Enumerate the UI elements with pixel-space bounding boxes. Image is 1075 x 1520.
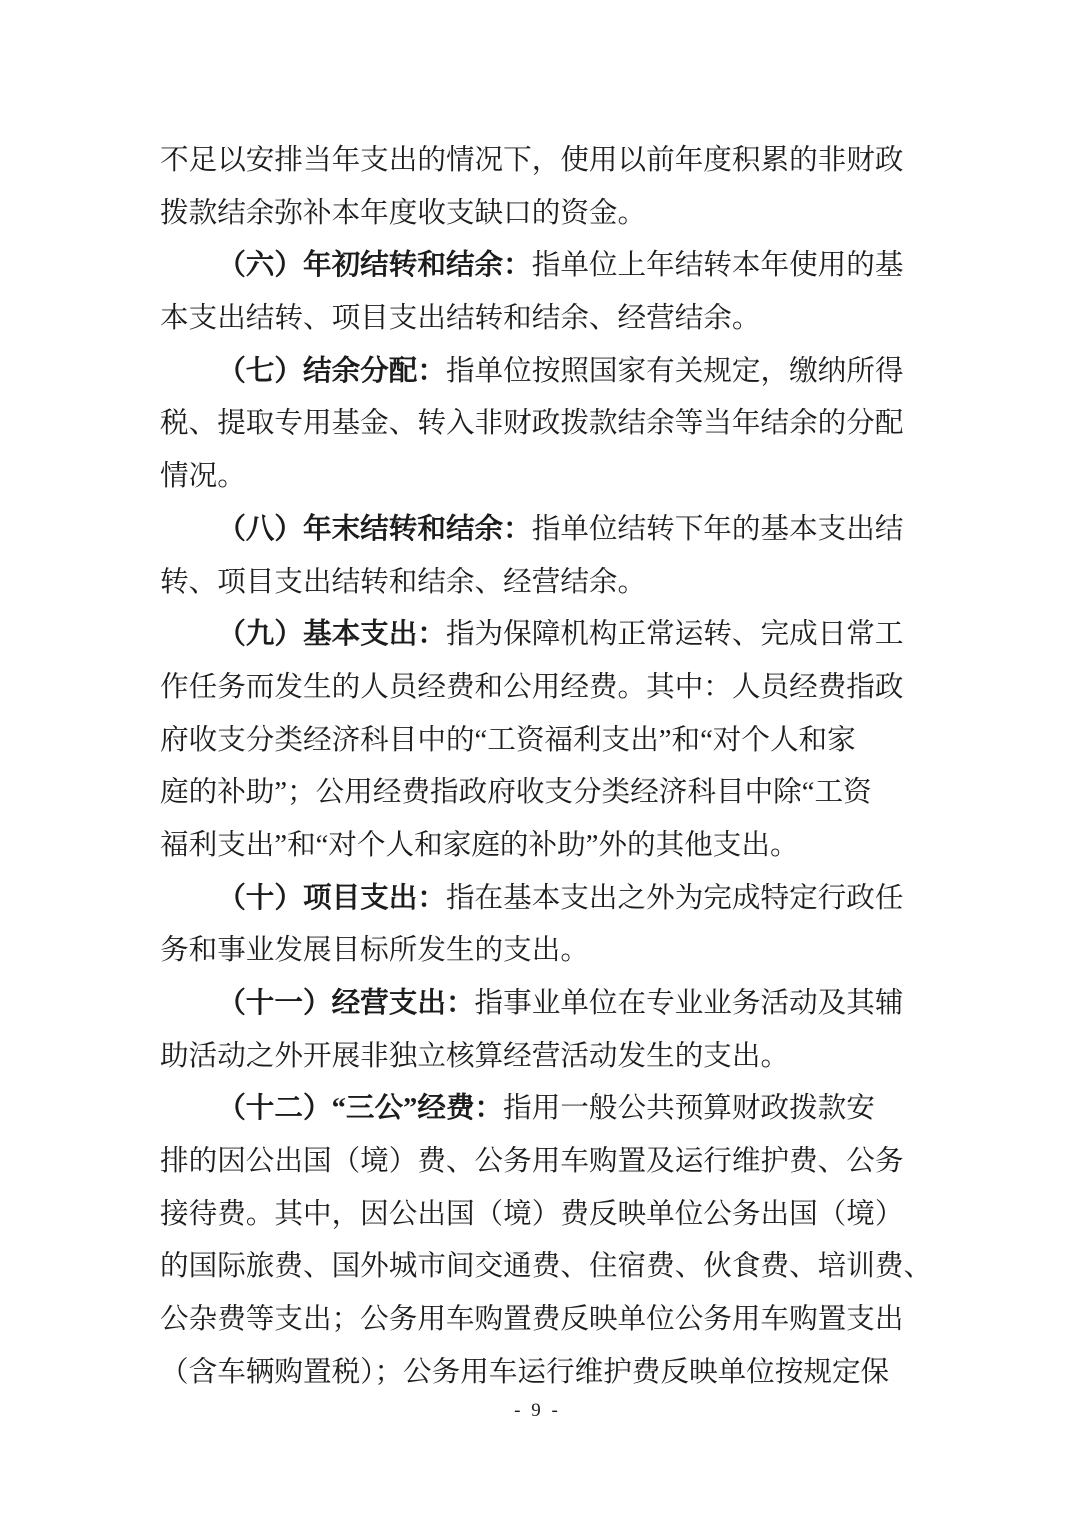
term-label: （八）年末结转和结余：: [217, 513, 532, 545]
text-line: [160, 1294, 910, 1347]
text-segment: （含车辆购置税）；公务用车运行维护费反映单位按规定保: [160, 1356, 890, 1388]
text-segment: 指在基本支出之外为完成特定行政任: [445, 882, 904, 914]
text-line: [160, 1189, 910, 1242]
text-line: [160, 293, 910, 346]
text-line: [160, 346, 910, 399]
text-line: [160, 820, 910, 873]
text-line: [160, 504, 910, 557]
text-segment: 指单位结转下年的基本支出结: [531, 513, 904, 545]
text-line: [160, 1136, 910, 1189]
text-segment: 福利支出”和“对个人和家庭的补助”外的其他支出。: [160, 829, 799, 861]
text-line: [160, 398, 910, 451]
text-line: [160, 715, 910, 768]
text-segment: 接待费。其中，因公出国（境）费反映单位公务出国（境）: [160, 1198, 904, 1230]
text-line: [160, 1347, 910, 1400]
text-segment: 拨款结余弥补本年度收支缺口的资金。: [160, 197, 647, 229]
text-line: [160, 1083, 910, 1136]
text-line: [160, 873, 910, 926]
text-line: [160, 1241, 933, 1294]
text-segment: 指事业单位在专业业务活动及其辅: [474, 988, 904, 1019]
term-label: （七）结余分配：: [217, 355, 446, 387]
text-segment: 指单位上年结转本年使用的基: [531, 250, 904, 282]
text-segment: 作任务而发生的人员经费和公用经费。其中：人员经费指政: [160, 671, 904, 703]
text-line: [160, 557, 910, 610]
text-segment: 指为保障机构正常运转、完成日常工: [445, 619, 904, 651]
text-segment: 助活动之外开展非独立核算经营活动发生的支出。: [160, 1040, 790, 1072]
term-label: （十二）“三公”经费：: [217, 1093, 504, 1125]
term-label: （十）项目支出：: [217, 882, 446, 914]
text-line: [160, 1031, 910, 1084]
text-segment: 指单位按照国家有关规定，缴纳所得: [445, 355, 904, 387]
term-label: （十一）经营支出：: [217, 988, 475, 1019]
text-segment: 排的因公出国（境）费、公务用车购置及运行维护费、公务: [160, 1146, 904, 1178]
text-line: [160, 978, 910, 1031]
page-number: - 9 -: [514, 1400, 561, 1421]
text-line: [160, 609, 910, 662]
text-segment: 转、项目支出结转和结余、经营结余。: [160, 566, 647, 598]
text-segment: 情况。: [160, 461, 246, 493]
text-line: [160, 451, 910, 504]
text-line: [160, 925, 910, 978]
document-lines: [160, 135, 933, 1400]
term-label: （六）年初结转和结余：: [217, 250, 532, 282]
text-segment: 税、提取专用基金、转入非财政拨款结余等当年结余的分配: [160, 408, 904, 440]
text-segment: 府收支分类经济科目中的“工资福利支出”和“对个人和家: [160, 724, 856, 756]
text-line: [160, 662, 910, 715]
term-label: （九）基本支出：: [217, 619, 446, 651]
text-line: [160, 188, 910, 241]
text-segment: 本支出结转、项目支出结转和结余、经营结余。: [160, 303, 761, 335]
text-segment: 指用一般公共预算财政拨款安: [503, 1093, 875, 1125]
text-segment: 务和事业发展目标所发生的支出。: [160, 935, 589, 967]
text-segment: 不足以安排当年支出的情况下，使用以前年度积累的非财政: [160, 145, 904, 176]
text-segment: 的国际旅费、国外城市间交通费、住宿费、伙食费、培训费、: [160, 1251, 933, 1283]
text-line: [160, 767, 910, 820]
text-line: [160, 135, 910, 188]
text-segment: 庭的补助”；公用经费指政府收支分类经济科目中除“工资: [160, 777, 872, 809]
text-segment: 公杂费等支出；公务用车购置费反映单位公务用车购置支出: [160, 1304, 904, 1336]
text-line: [160, 240, 910, 293]
